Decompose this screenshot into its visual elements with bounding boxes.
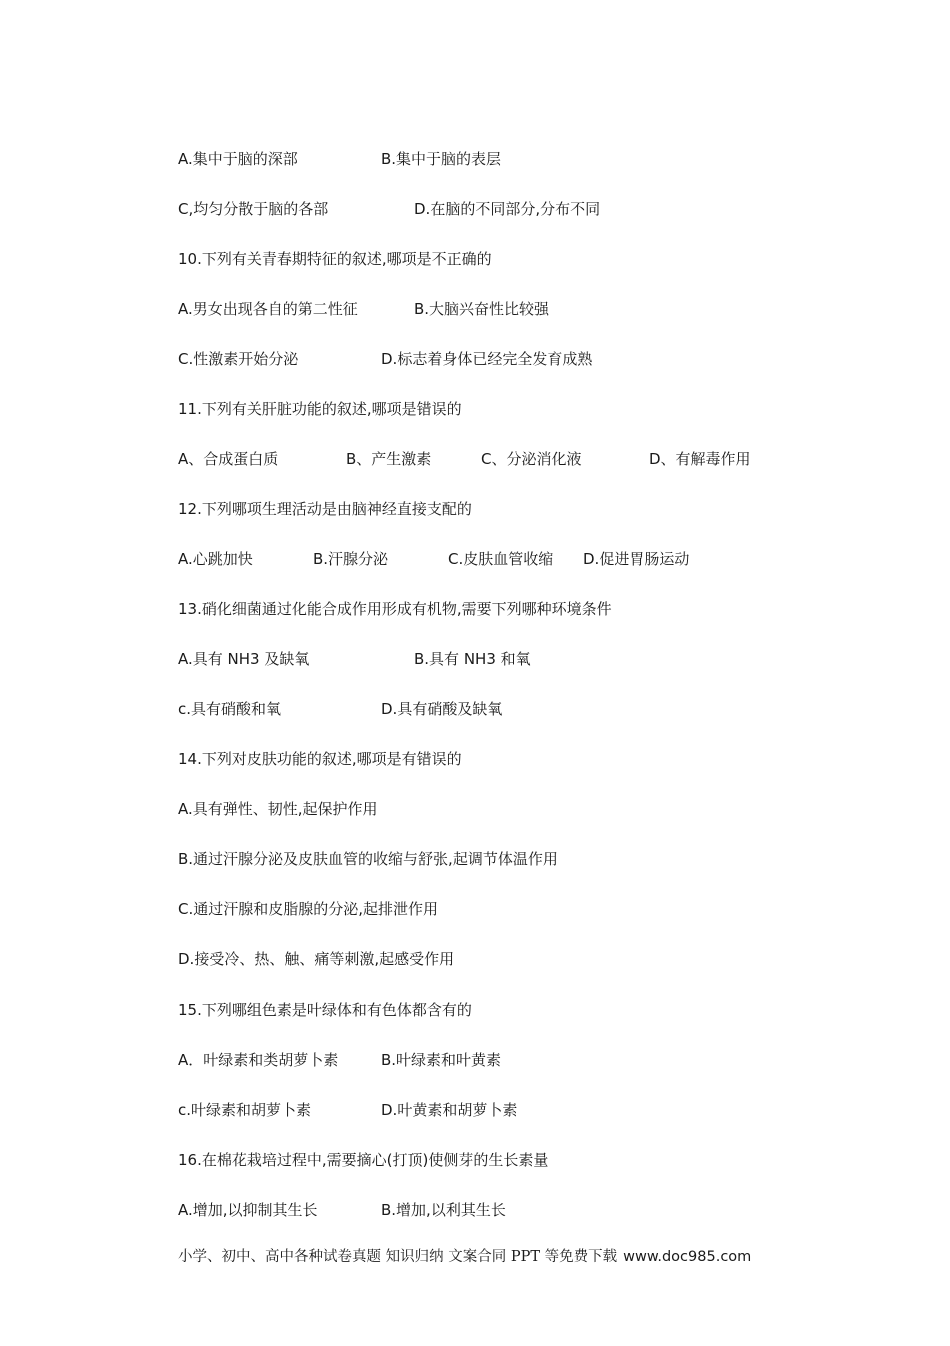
option-d: D.在脑的不同部分,分布不同 [414, 200, 601, 218]
question-text: 16.在棉花栽培过程中,需要摘心(打顶)使侧芽的生长素量 [178, 1151, 549, 1169]
question-text: 13.硝化细菌通过化能合成作用形成有机物,需要下列哪种环境条件 [178, 600, 612, 618]
question-10 [0, 247, 950, 271]
option-b: B.增加,以利其生长 [381, 1201, 506, 1219]
option-a: A.具有 NH3 及缺氧 [178, 650, 310, 668]
option-d: D.叶黄素和胡萝卜素 [381, 1101, 518, 1119]
option-line [0, 347, 950, 371]
question-12 [0, 497, 950, 521]
option-line [0, 1048, 950, 1072]
option-b: B.汗腺分泌 [313, 550, 389, 568]
option-line [0, 1098, 950, 1122]
question-14 [0, 747, 950, 771]
option-b: B.大脑兴奋性比较强 [414, 300, 550, 318]
option-d: D、有解毒作用 [649, 450, 751, 468]
option-a: A、合成蛋白质 [178, 450, 279, 468]
option-c: C.性激素开始分泌 [178, 350, 299, 368]
option-c: c.叶绿素和胡萝卜素 [178, 1101, 312, 1119]
footer-url[interactable]: www.doc985.com [623, 1249, 752, 1265]
option-line [0, 647, 950, 671]
option-c: C.皮肤血管收缩 [448, 550, 554, 568]
question-13 [0, 597, 950, 621]
option-line [0, 697, 950, 721]
option-c: C,均匀分散于脑的各部 [178, 200, 329, 218]
option-b: B、产生激素 [346, 450, 432, 468]
page-footer [178, 1245, 751, 1269]
question-text: 11.下列有关肝脏功能的叙述,哪项是错误的 [178, 400, 462, 418]
option-c: C、分泌消化液 [481, 450, 582, 468]
footer-text: 小学、初中、高中各种试卷真题 知识归纳 文案合同 PPT 等免费下载 [178, 1249, 618, 1265]
option-d: D.促进胃肠运动 [583, 550, 690, 568]
option-c: C.通过汗腺和皮脂腺的分泌,起排泄作用 [178, 900, 439, 918]
option-a: A.集中于脑的深部 [178, 150, 298, 168]
option-d: D.具有硝酸及缺氧 [381, 700, 503, 718]
question-11 [0, 397, 950, 421]
option-a: A.具有弹性、韧性,起保护作用 [178, 800, 378, 818]
question-text: 15.下列哪组色素是叶绿体和有色体都含有的 [178, 1001, 472, 1019]
option-b: B.具有 NH3 和氧 [414, 650, 531, 668]
option-b: B.集中于脑的表层 [381, 150, 502, 168]
option-a: A.心跳加快 [178, 550, 253, 568]
option-line [0, 797, 950, 821]
option-c: c.具有硝酸和氧 [178, 700, 282, 718]
option-line [0, 897, 950, 921]
option-line [0, 447, 950, 471]
option-a: A.男女出现各自的第二性征 [178, 300, 358, 318]
option-d: D.接受冷、热、触、痛等刺激,起感受作用 [178, 950, 455, 968]
option-a: A.增加,以抑制其生长 [178, 1201, 318, 1219]
option-a: A．叶绿素和类胡萝卜素 [178, 1051, 339, 1069]
question-15 [0, 998, 950, 1022]
question-text: 10.下列有关青春期特征的叙述,哪项是不正确的 [178, 250, 492, 268]
option-b: B.叶绿素和叶黄素 [381, 1051, 502, 1069]
question-16 [0, 1148, 950, 1172]
option-line [0, 847, 950, 871]
option-line [0, 197, 950, 221]
question-text: 12.下列哪项生理活动是由脑神经直接支配的 [178, 500, 472, 518]
option-line [0, 947, 950, 971]
option-d: D.标志着身体已经完全发育成熟 [381, 350, 593, 368]
option-line [0, 147, 950, 171]
option-line [0, 547, 950, 571]
question-text: 14.下列对皮肤功能的叙述,哪项是有错误的 [178, 750, 462, 768]
option-b: B.通过汗腺分泌及皮肤血管的收缩与舒张,起调节体温作用 [178, 850, 558, 868]
option-line [0, 1198, 950, 1222]
option-line [0, 297, 950, 321]
